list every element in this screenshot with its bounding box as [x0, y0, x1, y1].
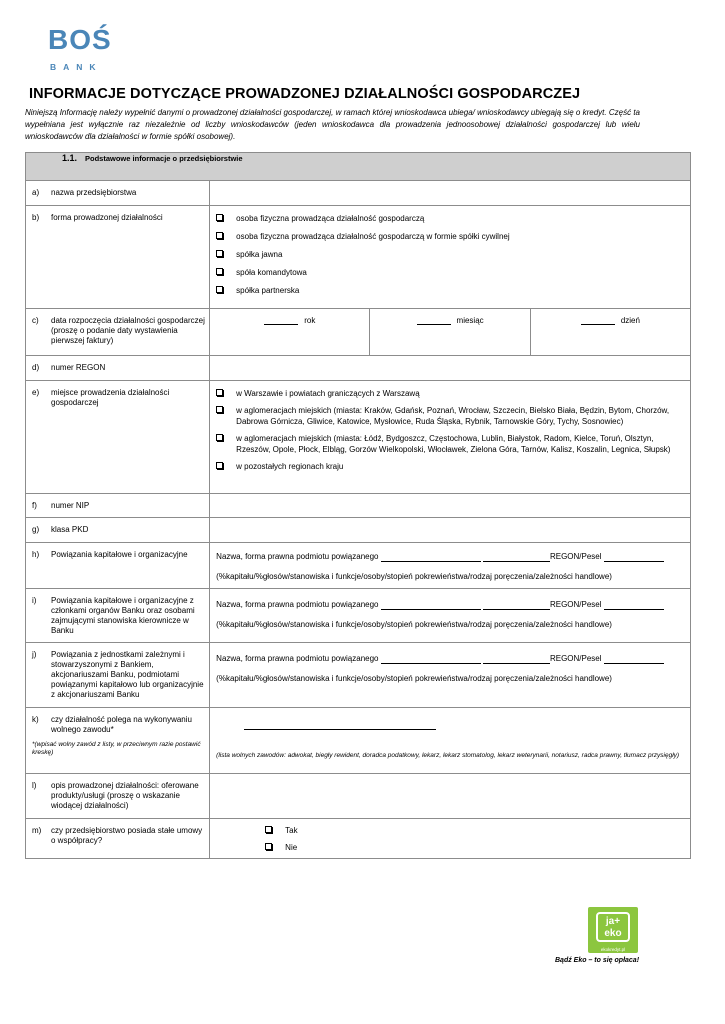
row-b: b) forma prowadzonej działalności osoba fizyczna prowadząca działalność gospodarczą osoba fizyczna prowadząca działalność gospodarczą w formie spółki cywilnej spółka jawna spóła komandytowa spółka partnerska: [26, 206, 691, 309]
business-form-option[interactable]: osoba fizyczna prowadząca działalność gospodarczą: [216, 213, 684, 224]
free-profession-label: czy działalność polega na wykonywaniu wolnego zawodu*: [51, 715, 192, 734]
bank-bodies-ties-label: Powiązania kapitałowe i organizacyjne z członkami organów Banku oraz osobami zajmującymi stanowiska kierownicze w Banku: [51, 596, 195, 635]
page-title: INFORMACJE DOTYCZĄCE PROWADZONEJ DZIAŁALNOŚCI GOSPODARCZEJ: [29, 86, 581, 102]
row-g: g) klasa PKD: [26, 518, 691, 543]
row-l: l) opis prowadzonej działalności: oferowane produkty/usługi (proszę o wskazanie wiodącej działalności): [26, 774, 691, 819]
pkd-field[interactable]: [210, 518, 691, 543]
row-m: m) czy przedsiębiorstwo posiada stałe umowy o współpracy? Tak Nie: [26, 819, 691, 859]
section-header: [26, 153, 691, 181]
eko-logo: [588, 907, 638, 953]
checkbox-icon[interactable]: [216, 232, 223, 239]
eko-logo-footer: ekokredyt.pl: [600, 947, 626, 952]
eko-motto: Bądź Eko – to się opłaca!: [555, 957, 640, 964]
subsidiaries-ties-label: Powiązania z jednostkami zależnymi i stowarzyszonymi z Bankiem, akcjonariuszami Banku, podmiotami powiązanymi kapitałowo lub organizacyjnie z akcjonariuszami Banku: [51, 650, 204, 699]
cooperation-no-option[interactable]: Nie: [265, 842, 684, 853]
intro-text: Niniejszą Informację należy wypełnić danymi o prowadzonej działalności gospodarczej, w ramach której wnioskodawca ubiega/ wnioskodawcy ubiegają się o kredyt. Część ta wypełniana jest wyłącznie raz niezależnie od liczby wnioskodawców (jeden wnioskodawca dla prowadzenia jednoosobowej działalności gospodarczej lub wielu wnioskodawców dla działalności w formie spółki osobowej).: [25, 108, 640, 141]
checkbox-icon[interactable]: [216, 250, 223, 257]
related-entity-field[interactable]: Nazwa, forma prawna podmiotu powiązanego REGON/Pesel: [216, 551, 684, 562]
location-option[interactable]: w aglomeracjach miejskich (miasta: Łódź, Bydgoszcz, Częstochowa, Lublin, Białystok, Radom, Kielce, Toruń, Olsztyn, Rzeszów, Opole, Płock, Elbląg, Gorzów Wielkopolski, Włocławek, Zielona Góra, Tarnów, Kalisz, Koszalin, Legnica, Słupsk): [216, 433, 684, 455]
business-form-option[interactable]: spółka jawna: [216, 249, 684, 260]
start-date-label: data rozpoczęcia działalności gospodarczej (proszę o podanie daty wystawienia pierwszej faktury): [51, 316, 205, 345]
related-entity-field[interactable]: Nazwa, forma prawna podmiotu powiązanego REGON/Pesel: [216, 653, 684, 664]
start-day-field[interactable]: dzień: [531, 309, 690, 355]
section-title: Podstawowe informacje o przedsiębiorstwie: [85, 154, 243, 163]
free-profession-note: *(wpisać wolny zawód z listy, w przeciwnym razie postawić kreskę): [32, 741, 201, 756]
free-profession-list: (lista wolnych zawodów: adwokat, biegły rewident, doradca podatkowy, lekarz, lekarz stomatolog, lekarz weterynarii, notariusz, radca prawny, tłumacz przysięgły): [216, 752, 680, 759]
related-details-field[interactable]: (%kapitału/%głosów/stanowiska i funkcje/osoby/stopień pokrewieństwa/rodzaj poręczenia/zależności handlowe): [216, 572, 612, 581]
cooperation-label: czy przedsiębiorstwo posiada stałe umowy o współpracy?: [51, 826, 203, 845]
pkd-label: klasa PKD: [51, 525, 89, 534]
location-label: miejsce prowadzenia działalności gospodarczej: [51, 388, 170, 407]
related-details-field[interactable]: (%kapitału/%głosów/stanowiska i funkcje/osoby/stopień pokrewieństwa/rodzaj poręczenia/zależności handlowe): [216, 674, 612, 683]
activity-description-label: opis prowadzonej działalności: oferowane produkty/usługi (proszę o wskazanie wiodącej działalności): [51, 781, 199, 810]
row-j: j) Powiązania z jednostkami zależnymi i stowarzyszonymi z Bankiem, akcjonariuszami Banku, podmiotami powiązanymi kapitałowo lub organizacyjnie z akcjonariuszami Banku Nazwa, forma prawna podmiotu powiązanego REGON/Pesel (%kapitału/%głosów/stanowiska i funkcje/osoby/stopień pokrewieństwa/rodzaj poręczenia/zależności handlowe): [26, 643, 691, 708]
row-a: a) nazwa przedsiębiorstwa: [26, 181, 691, 206]
location-option[interactable]: w pozostałych regionach kraju: [216, 461, 684, 472]
business-form-label: forma prowadzonej działalności: [51, 213, 163, 222]
regon-field[interactable]: [210, 356, 691, 381]
row-d: d) numer REGON: [26, 356, 691, 381]
business-form-option[interactable]: spółka partnerska: [216, 285, 684, 296]
capital-ties-label: Powiązania kapitałowe i organizacyjne: [51, 550, 188, 559]
row-f: f) numer NIP: [26, 494, 691, 518]
company-name-field[interactable]: [210, 181, 691, 206]
nip-field[interactable]: [210, 494, 691, 518]
checkbox-icon[interactable]: [265, 843, 272, 850]
checkbox-icon[interactable]: [216, 286, 223, 293]
checkbox-icon[interactable]: [216, 406, 223, 413]
eko-logo-text: ja+ eko: [596, 912, 630, 942]
checkbox-icon[interactable]: [265, 826, 272, 833]
related-entity-field[interactable]: Nazwa, forma prawna podmiotu powiązanego REGON/Pesel: [216, 599, 684, 610]
start-month-field[interactable]: miesiąc: [370, 309, 530, 355]
location-option[interactable]: w Warszawie i powiatach graniczących z Warszawą: [216, 388, 684, 399]
nip-label: numer NIP: [51, 501, 90, 510]
section-number: 1.1.: [62, 153, 78, 163]
row-h: h) Powiązania kapitałowe i organizacyjne Nazwa, forma prawna podmiotu powiązanego REGON/Pesel (%kapitału/%głosów/stanowiska i funkcje/osoby/stopień pokrewieństwa/rodzaj poręczenia/zależności handlowe): [26, 543, 691, 589]
related-details-field[interactable]: (%kapitału/%głosów/stanowiska i funkcje/osoby/stopień pokrewieństwa/rodzaj poręczenia/zależności handlowe): [216, 620, 612, 629]
regon-label: numer REGON: [51, 363, 106, 372]
checkbox-icon[interactable]: [216, 389, 223, 396]
row-i: i) Powiązania kapitałowe i organizacyjne z członkami organów Banku oraz osobami zajmującymi stanowiska kierownicze w Banku Nazwa, forma prawna podmiotu powiązanego REGON/Pesel (%kapitału/%głosów/stanowiska i funkcje/osoby/stopień pokrewieństwa/rodzaj poręczenia/zależności handlowe): [26, 589, 691, 643]
row-k: k) czy działalność polega na wykonywaniu wolnego zawodu* *(wpisać wolny zawód z listy, w przeciwnym razie postawić kreskę) (lista wolnych zawodów: adwokat, biegły rewident, doradca podatkowy, lekarz, lekarz stomatolog, lekarz weterynarii, notariusz, radca prawny, tłumacz przysięgły): [26, 708, 691, 774]
row-c: c) data rozpoczęcia działalności gospodarczej (proszę o podanie daty wystawienia pierwszej faktury) rok miesiąc dzień: [26, 309, 691, 356]
row-e: e) miejsce prowadzenia działalności gospodarczej w Warszawie i powiatach graniczących z Warszawą w aglomeracjach miejskich (miasta: Kraków, Gdańsk, Poznań, Wrocław, Szczecin, Bielsko Biała, Będzin, Bytom, Chorzów, Dabrowa Górnicza, Gliwice, Katowice, Mysłowice, Ruda Śląska, Rybnik, Tarnowskie Góry, Tychy, Sosnowiec) w aglomeracjach miejskich (miasta: Łódź, Bydgoszcz, Częstochowa, Lublin, Białystok, Radom, Kielce, Toruń, Olsztyn, Rzeszów, Opole, Płock, Elbląg, Gorzów Wielkopolski, Włocławek, Zielona Góra, Tarnów, Kalisz, Koszalin, Legnica, Słupsk) w pozostałych regionach kraju: [26, 381, 691, 494]
logo-word: BOŚ: [48, 24, 112, 55]
checkbox-icon[interactable]: [216, 268, 223, 275]
checkbox-icon[interactable]: [216, 462, 223, 469]
checkbox-icon[interactable]: [216, 214, 223, 221]
location-option[interactable]: w aglomeracjach miejskich (miasta: Kraków, Gdańsk, Poznań, Wrocław, Szczecin, Bielsko Biała, Będzin, Bytom, Chorzów, Dabrowa Górnicza, Gliwice, Katowice, Mysłowice, Ruda Śląska, Rybnik, Tarnowskie Góry, Tychy, Sosnowiec): [216, 405, 684, 427]
company-name-label: nazwa przedsiębiorstwa: [51, 188, 137, 197]
logo-subtitle: BANK: [50, 62, 103, 72]
business-info-table: [25, 152, 691, 859]
free-profession-field[interactable]: [216, 719, 684, 730]
bank-logo: [48, 24, 128, 76]
business-form-option[interactable]: spóła komandytowa: [216, 267, 684, 278]
cooperation-yes-option[interactable]: Tak: [265, 825, 684, 836]
activity-description-field[interactable]: [210, 774, 691, 819]
start-year-field[interactable]: rok: [210, 309, 370, 355]
business-form-option[interactable]: osoba fizyczna prowadząca działalność gospodarczą w formie spółki cywilnej: [216, 231, 684, 242]
checkbox-icon[interactable]: [216, 434, 223, 441]
